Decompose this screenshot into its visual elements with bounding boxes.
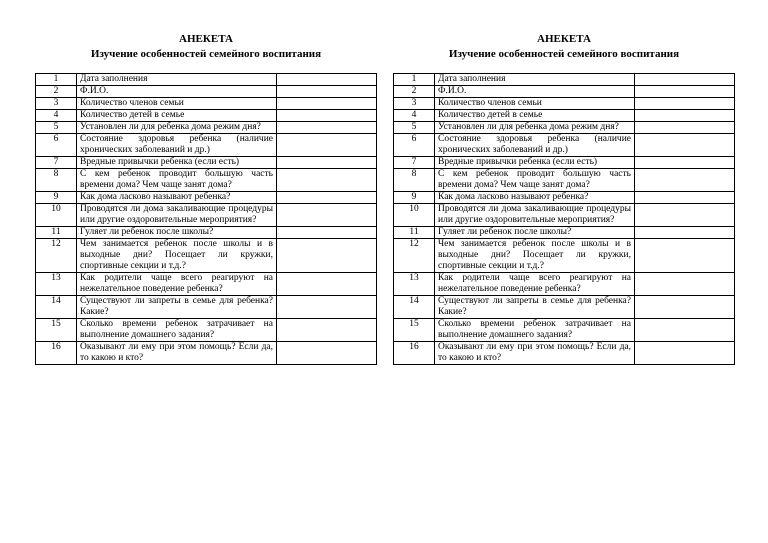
question-text: Как родители чаще всего реагируют на нежелательное поведение ребенка? — [435, 273, 635, 296]
questionnaire-table — [35, 73, 377, 365]
question-text: Гуляет ли ребенок после школы? — [435, 227, 635, 239]
question-text: Сколько времени ребенок затрачивает на выполнение домашнего задания? — [435, 319, 635, 342]
answer-cell[interactable] — [635, 296, 735, 319]
answer-cell[interactable] — [635, 239, 735, 273]
questionnaire-left — [35, 32, 377, 365]
question-number: 3 — [36, 98, 77, 110]
question-row — [36, 273, 377, 296]
question-text: С кем ребенок проводит большую часть времени дома? Чем чаще занят дома? — [77, 169, 277, 192]
answer-cell[interactable] — [635, 122, 735, 134]
form-subtitle: Изучение особенностей семейного воспитания — [90, 48, 322, 60]
question-number: 12 — [394, 239, 435, 273]
question-text: Количество членов семьи — [435, 98, 635, 110]
answer-cell[interactable] — [277, 342, 377, 365]
question-number: 9 — [394, 192, 435, 204]
form-title: АНЕКЕТА — [537, 33, 591, 45]
question-number: 15 — [36, 319, 77, 342]
answer-cell[interactable] — [635, 157, 735, 169]
answer-cell[interactable] — [635, 110, 735, 122]
question-text: Состояние здоровья ребенка (наличие хронических заболеваний и др.) — [435, 134, 635, 157]
question-number: 7 — [394, 157, 435, 169]
answer-cell[interactable] — [277, 273, 377, 296]
question-text: Вредные привычки ребенка (если есть) — [77, 157, 277, 169]
question-text: Как родители чаще всего реагируют на нежелательное поведение ребенка? — [77, 273, 277, 296]
question-number: 13 — [36, 273, 77, 296]
answer-cell[interactable] — [635, 192, 735, 204]
question-number: 2 — [36, 86, 77, 98]
question-number: 10 — [394, 204, 435, 227]
question-row — [36, 192, 377, 204]
question-number: 16 — [36, 342, 77, 365]
question-text: Чем занимается ребенок после школы и в выходные дни? Посещает ли кружки, спортивные секции и т.д.? — [435, 239, 635, 273]
question-text: Оказывают ли ему при этом помощь? Если да, то какою и кто? — [77, 342, 277, 365]
questionnaire-right — [393, 32, 735, 365]
answer-cell[interactable] — [635, 227, 735, 239]
question-number: 5 — [36, 122, 77, 134]
question-row — [394, 192, 735, 204]
answer-cell[interactable] — [277, 296, 377, 319]
question-text: Количество детей в семье — [77, 110, 277, 122]
question-row — [36, 227, 377, 239]
question-number: 5 — [394, 122, 435, 134]
answer-cell[interactable] — [635, 204, 735, 227]
question-row — [394, 227, 735, 239]
answer-cell[interactable] — [635, 169, 735, 192]
question-text: Вредные привычки ребенка (если есть) — [435, 157, 635, 169]
question-number: 3 — [394, 98, 435, 110]
answer-cell[interactable] — [277, 134, 377, 157]
question-row — [394, 134, 735, 157]
question-text: Дата заполнения — [77, 74, 277, 86]
question-row — [36, 122, 377, 134]
answer-cell[interactable] — [277, 110, 377, 122]
question-number: 6 — [36, 134, 77, 157]
question-number: 1 — [394, 74, 435, 86]
form-header — [35, 32, 377, 61]
answer-cell[interactable] — [635, 98, 735, 110]
question-row — [394, 98, 735, 110]
question-text: Оказывают ли ему при этом помощь? Если да, то какою и кто? — [435, 342, 635, 365]
answer-cell[interactable] — [635, 319, 735, 342]
question-row — [36, 239, 377, 273]
question-number: 15 — [394, 319, 435, 342]
answer-cell[interactable] — [635, 74, 735, 86]
question-text: Ф.И.О. — [435, 86, 635, 98]
question-number: 8 — [36, 169, 77, 192]
answer-cell[interactable] — [277, 319, 377, 342]
question-number: 16 — [394, 342, 435, 365]
answer-cell[interactable] — [277, 74, 377, 86]
answer-cell[interactable] — [635, 134, 735, 157]
question-row — [394, 239, 735, 273]
question-row — [36, 319, 377, 342]
question-number: 13 — [394, 273, 435, 296]
question-text: Сколько времени ребенок затрачивает на выполнение домашнего задания? — [77, 319, 277, 342]
form-title: АНЕКЕТА — [179, 33, 233, 45]
question-number: 7 — [36, 157, 77, 169]
question-text: Существуют ли запреты в семье для ребенка? Какие? — [77, 296, 277, 319]
answer-cell[interactable] — [277, 122, 377, 134]
question-row — [394, 110, 735, 122]
form-header — [393, 32, 735, 61]
question-text: Проводятся ли дома закаливающие процедуры или другие оздоровительные мероприятия? — [435, 204, 635, 227]
question-number: 1 — [36, 74, 77, 86]
answer-cell[interactable] — [635, 86, 735, 98]
answer-cell[interactable] — [277, 169, 377, 192]
answer-cell[interactable] — [277, 86, 377, 98]
question-number: 14 — [36, 296, 77, 319]
question-row — [36, 342, 377, 365]
question-row — [394, 169, 735, 192]
question-number: 6 — [394, 134, 435, 157]
answer-cell[interactable] — [277, 239, 377, 273]
question-number: 4 — [36, 110, 77, 122]
question-row — [394, 74, 735, 86]
question-number: 2 — [394, 86, 435, 98]
question-row — [36, 98, 377, 110]
question-number: 10 — [36, 204, 77, 227]
question-row — [36, 169, 377, 192]
questionnaire-table — [393, 73, 735, 365]
question-text: Чем занимается ребенок после школы и в выходные дни? Посещает ли кружки, спортивные секции и т.д.? — [77, 239, 277, 273]
question-text: Состояние здоровья ребенка (наличие хронических заболеваний и др.) — [77, 134, 277, 157]
question-row — [36, 86, 377, 98]
question-text: Гуляет ли ребенок после школы? — [77, 227, 277, 239]
answer-cell[interactable] — [635, 342, 735, 365]
question-number: 4 — [394, 110, 435, 122]
answer-cell[interactable] — [277, 98, 377, 110]
answer-cell[interactable] — [277, 192, 377, 204]
question-text: Дата заполнения — [435, 74, 635, 86]
question-text: Как дома ласково называют ребенка? — [77, 192, 277, 204]
question-number: 14 — [394, 296, 435, 319]
question-text: С кем ребенок проводит большую часть времени дома? Чем чаще занят дома? — [435, 169, 635, 192]
question-number: 11 — [394, 227, 435, 239]
question-row — [394, 296, 735, 319]
question-number: 12 — [36, 239, 77, 273]
form-subtitle: Изучение особенностей семейного воспитания — [448, 48, 680, 60]
answer-cell[interactable] — [277, 157, 377, 169]
question-text: Установлен ли для ребенка дома режим дня? — [77, 122, 277, 134]
question-number: 9 — [36, 192, 77, 204]
question-text: Установлен ли для ребенка дома режим дня? — [435, 122, 635, 134]
question-row — [36, 296, 377, 319]
question-number: 11 — [36, 227, 77, 239]
question-text: Как дома ласково называют ребенка? — [435, 192, 635, 204]
question-row — [394, 86, 735, 98]
question-row — [36, 157, 377, 169]
question-text: Проводятся ли дома закаливающие процедуры или другие оздоровительные мероприятия? — [77, 204, 277, 227]
question-row — [394, 319, 735, 342]
question-text: Существуют ли запреты в семье для ребенка? Какие? — [435, 296, 635, 319]
question-text: Ф.И.О. — [77, 86, 277, 98]
question-row — [36, 74, 377, 86]
question-text: Количество детей в семье — [435, 110, 635, 122]
question-row — [394, 204, 735, 227]
answer-cell[interactable] — [277, 204, 377, 227]
question-number: 8 — [394, 169, 435, 192]
question-row — [394, 157, 735, 169]
question-row — [394, 122, 735, 134]
question-text: Количество членов семьи — [77, 98, 277, 110]
answer-cell[interactable] — [277, 227, 377, 239]
question-row — [394, 342, 735, 365]
question-row — [36, 204, 377, 227]
question-row — [394, 273, 735, 296]
question-row — [36, 134, 377, 157]
answer-cell[interactable] — [635, 273, 735, 296]
question-row — [36, 110, 377, 122]
